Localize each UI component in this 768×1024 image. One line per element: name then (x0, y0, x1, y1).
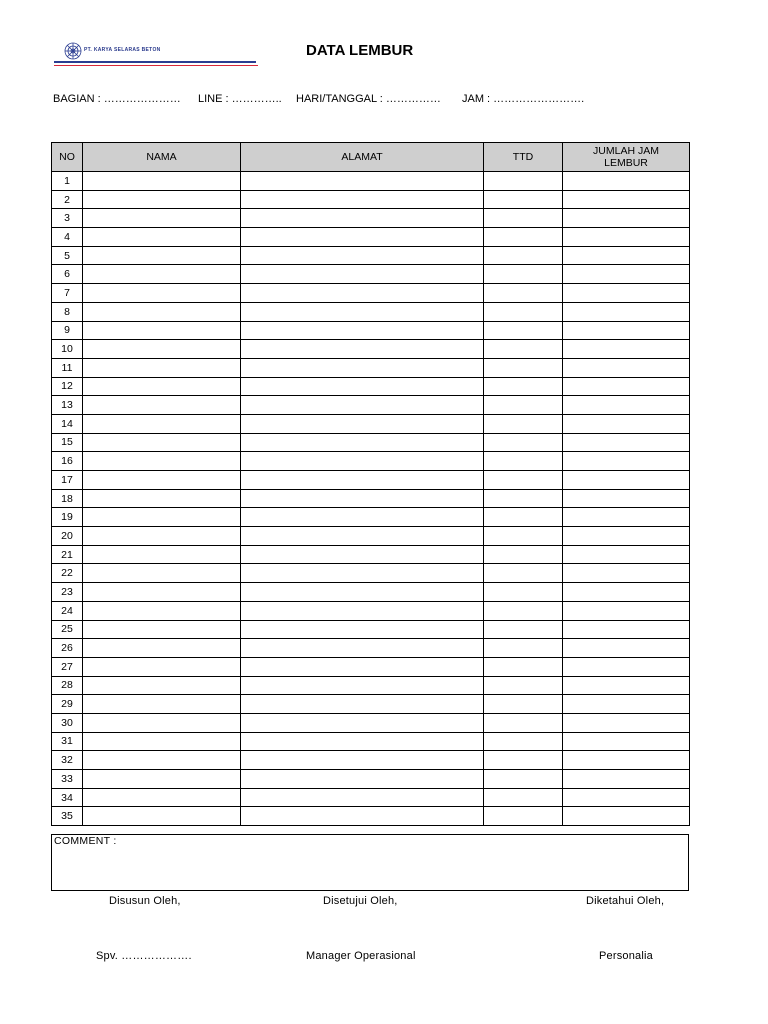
table-row (52, 527, 690, 546)
row-no: 5 (52, 246, 83, 265)
row-no: 4 (52, 228, 83, 247)
row-no: 30 (52, 713, 83, 732)
row-nama-cell[interactable] (83, 471, 241, 490)
row-jumlah-jam-cell[interactable] (563, 713, 690, 732)
row-no: 18 (52, 489, 83, 508)
row-jumlah-jam-cell[interactable] (563, 732, 690, 751)
row-jumlah-jam-cell[interactable] (563, 321, 690, 340)
row-no: 21 (52, 545, 83, 564)
spv-signature-line: Spv. ………………. (96, 950, 192, 962)
row-nama-cell[interactable] (83, 284, 241, 303)
row-no: 10 (52, 340, 83, 359)
row-alamat-cell[interactable] (241, 770, 484, 789)
row-alamat-cell[interactable] (241, 489, 484, 508)
row-ttd-cell[interactable] (484, 340, 563, 359)
table-row (52, 302, 690, 321)
row-jumlah-jam-cell[interactable] (563, 770, 690, 789)
row-jumlah-jam-cell[interactable] (563, 807, 690, 826)
row-alamat-cell[interactable] (241, 601, 484, 620)
table-row (52, 246, 690, 265)
table-row (52, 377, 690, 396)
row-ttd-cell[interactable] (484, 508, 563, 527)
row-no: 24 (52, 601, 83, 620)
row-jumlah-jam-cell[interactable] (563, 452, 690, 471)
table-row (52, 620, 690, 639)
row-jumlah-jam-cell[interactable] (563, 265, 690, 284)
hari-tanggal-field[interactable]: HARI/TANGGAL : …………… (296, 93, 441, 105)
row-jumlah-jam-cell[interactable] (563, 396, 690, 415)
row-alamat-cell[interactable] (241, 246, 484, 265)
row-jumlah-jam-cell[interactable] (563, 657, 690, 676)
row-nama-cell[interactable] (83, 676, 241, 695)
table-row (52, 657, 690, 676)
row-alamat-cell[interactable] (241, 676, 484, 695)
table-row (52, 508, 690, 527)
row-jumlah-jam-cell[interactable] (563, 471, 690, 490)
row-no: 33 (52, 770, 83, 789)
disusun-oleh-label: Disusun Oleh, (109, 895, 181, 907)
row-alamat-cell[interactable] (241, 358, 484, 377)
row-jumlah-jam-cell[interactable] (563, 676, 690, 695)
row-nama-cell[interactable] (83, 583, 241, 602)
row-no: 2 (52, 190, 83, 209)
row-jumlah-jam-cell[interactable] (563, 601, 690, 620)
row-no: 20 (52, 527, 83, 546)
row-jumlah-jam-cell[interactable] (563, 172, 690, 191)
row-no: 8 (52, 302, 83, 321)
comment-label: COMMENT : (54, 835, 117, 847)
row-alamat-cell[interactable] (241, 657, 484, 676)
row-no: 23 (52, 583, 83, 602)
row-ttd-cell[interactable] (484, 321, 563, 340)
row-alamat-cell[interactable] (241, 172, 484, 191)
table-row (52, 265, 690, 284)
row-jumlah-jam-cell[interactable] (563, 246, 690, 265)
row-nama-cell[interactable] (83, 265, 241, 284)
row-nama-cell[interactable] (83, 545, 241, 564)
row-nama-cell[interactable] (83, 508, 241, 527)
table-row (52, 713, 690, 732)
row-no: 29 (52, 695, 83, 714)
row-jumlah-jam-cell[interactable] (563, 377, 690, 396)
row-jumlah-jam-cell[interactable] (563, 340, 690, 359)
bagian-field[interactable]: BAGIAN : ………………… (53, 93, 181, 105)
row-no: 11 (52, 358, 83, 377)
row-alamat-cell[interactable] (241, 807, 484, 826)
row-alamat-cell[interactable] (241, 713, 484, 732)
row-no: 16 (52, 452, 83, 471)
row-nama-cell[interactable] (83, 695, 241, 714)
row-alamat-cell[interactable] (241, 620, 484, 639)
table-row (52, 452, 690, 471)
company-name: PT. KARYA SELARAS BETON (84, 47, 161, 53)
overtime-table (51, 142, 690, 826)
row-no: 31 (52, 732, 83, 751)
row-no: 3 (52, 209, 83, 228)
row-jumlah-jam-cell[interactable] (563, 788, 690, 807)
table-row (52, 676, 690, 695)
row-alamat-cell[interactable] (241, 788, 484, 807)
row-no: 34 (52, 788, 83, 807)
table-body (52, 172, 690, 826)
table-row (52, 639, 690, 658)
header-alamat: ALAMAT (241, 143, 484, 172)
table-row (52, 228, 690, 247)
row-jumlah-jam-cell[interactable] (563, 527, 690, 546)
disetujui-oleh-label: Disetujui Oleh, (323, 895, 398, 907)
row-nama-cell[interactable] (83, 414, 241, 433)
row-jumlah-jam-cell[interactable] (563, 508, 690, 527)
row-ttd-cell[interactable] (484, 601, 563, 620)
row-alamat-cell[interactable] (241, 751, 484, 770)
row-no: 9 (52, 321, 83, 340)
row-no: 15 (52, 433, 83, 452)
row-alamat-cell[interactable] (241, 414, 484, 433)
row-nama-cell[interactable] (83, 228, 241, 247)
row-ttd-cell[interactable] (484, 564, 563, 583)
row-jumlah-jam-cell[interactable] (563, 414, 690, 433)
table-row (52, 489, 690, 508)
row-no: 13 (52, 396, 83, 415)
row-nama-cell[interactable] (83, 340, 241, 359)
row-ttd-cell[interactable] (484, 471, 563, 490)
row-jumlah-jam-cell[interactable] (563, 228, 690, 247)
row-jumlah-jam-cell[interactable] (563, 545, 690, 564)
row-alamat-cell[interactable] (241, 452, 484, 471)
table-row (52, 807, 690, 826)
row-no: 12 (52, 377, 83, 396)
table-row (52, 583, 690, 602)
diketahui-oleh-label: Diketahui Oleh, (586, 895, 665, 907)
row-alamat-cell[interactable] (241, 284, 484, 303)
table-row (52, 172, 690, 191)
row-no: 27 (52, 657, 83, 676)
row-ttd-cell[interactable] (484, 695, 563, 714)
row-no: 17 (52, 471, 83, 490)
row-jumlah-jam-cell[interactable] (563, 209, 690, 228)
row-no: 6 (52, 265, 83, 284)
row-nama-cell[interactable] (83, 807, 241, 826)
row-ttd-cell[interactable] (484, 807, 563, 826)
row-alamat-cell[interactable] (241, 302, 484, 321)
row-ttd-cell[interactable] (484, 713, 563, 732)
row-nama-cell[interactable] (83, 770, 241, 789)
row-no: 7 (52, 284, 83, 303)
row-ttd-cell[interactable] (484, 172, 563, 191)
table-row (52, 433, 690, 452)
row-nama-cell[interactable] (83, 657, 241, 676)
table-row (52, 751, 690, 770)
row-jumlah-jam-cell[interactable] (563, 358, 690, 377)
row-jumlah-jam-cell[interactable] (563, 620, 690, 639)
row-jumlah-jam-cell[interactable] (563, 564, 690, 583)
row-ttd-cell[interactable] (484, 657, 563, 676)
row-nama-cell[interactable] (83, 321, 241, 340)
row-nama-cell[interactable] (83, 172, 241, 191)
comment-box[interactable] (51, 834, 689, 891)
header-no: NO (52, 143, 83, 172)
row-nama-cell[interactable] (83, 601, 241, 620)
row-alamat-cell[interactable] (241, 545, 484, 564)
table-row (52, 471, 690, 490)
row-nama-cell[interactable] (83, 788, 241, 807)
table-row (52, 190, 690, 209)
row-no: 22 (52, 564, 83, 583)
table-row (52, 321, 690, 340)
row-no: 1 (52, 172, 83, 191)
table-row (52, 396, 690, 415)
row-ttd-cell[interactable] (484, 583, 563, 602)
row-nama-cell[interactable] (83, 639, 241, 658)
row-ttd-cell[interactable] (484, 190, 563, 209)
row-alamat-cell[interactable] (241, 695, 484, 714)
row-nama-cell[interactable] (83, 377, 241, 396)
row-no: 25 (52, 620, 83, 639)
row-ttd-cell[interactable] (484, 302, 563, 321)
header-rule-red (54, 65, 258, 66)
table-row (52, 284, 690, 303)
row-alamat-cell[interactable] (241, 396, 484, 415)
row-nama-cell[interactable] (83, 527, 241, 546)
row-alamat-cell[interactable] (241, 228, 484, 247)
table-row (52, 545, 690, 564)
row-alamat-cell[interactable] (241, 732, 484, 751)
table-row (52, 601, 690, 620)
row-alamat-cell[interactable] (241, 321, 484, 340)
jam-field[interactable]: JAM : ……………………. (462, 93, 585, 105)
row-ttd-cell[interactable] (484, 284, 563, 303)
row-jumlah-jam-cell[interactable] (563, 695, 690, 714)
row-ttd-cell[interactable] (484, 246, 563, 265)
row-ttd-cell[interactable] (484, 676, 563, 695)
table-row (52, 358, 690, 377)
row-nama-cell[interactable] (83, 489, 241, 508)
row-nama-cell[interactable] (83, 620, 241, 639)
row-ttd-cell[interactable] (484, 545, 563, 564)
table-row (52, 770, 690, 789)
row-alamat-cell[interactable] (241, 209, 484, 228)
table-header-row (52, 143, 690, 172)
row-jumlah-jam-cell[interactable] (563, 639, 690, 658)
row-ttd-cell[interactable] (484, 527, 563, 546)
table-row (52, 209, 690, 228)
row-jumlah-jam-cell[interactable] (563, 302, 690, 321)
row-no: 14 (52, 414, 83, 433)
row-alamat-cell[interactable] (241, 583, 484, 602)
header-nama: NAMA (83, 143, 241, 172)
row-alamat-cell[interactable] (241, 190, 484, 209)
row-no: 32 (52, 751, 83, 770)
row-ttd-cell[interactable] (484, 639, 563, 658)
row-jumlah-jam-cell[interactable] (563, 190, 690, 209)
row-nama-cell[interactable] (83, 358, 241, 377)
row-no: 26 (52, 639, 83, 658)
table-row (52, 788, 690, 807)
line-field[interactable]: LINE : ………….. (198, 93, 282, 105)
row-ttd-cell[interactable] (484, 751, 563, 770)
row-nama-cell[interactable] (83, 302, 241, 321)
row-jumlah-jam-cell[interactable] (563, 751, 690, 770)
row-ttd-cell[interactable] (484, 489, 563, 508)
row-ttd-cell[interactable] (484, 209, 563, 228)
row-ttd-cell[interactable] (484, 788, 563, 807)
row-alamat-cell[interactable] (241, 639, 484, 658)
row-nama-cell[interactable] (83, 751, 241, 770)
row-ttd-cell[interactable] (484, 452, 563, 471)
row-alamat-cell[interactable] (241, 471, 484, 490)
manager-operasional-label: Manager Operasional (306, 950, 416, 962)
row-ttd-cell[interactable] (484, 396, 563, 415)
row-ttd-cell[interactable] (484, 358, 563, 377)
row-no: 35 (52, 807, 83, 826)
row-alamat-cell[interactable] (241, 508, 484, 527)
personalia-label: Personalia (599, 950, 653, 962)
header-rule-blue (54, 61, 256, 63)
row-nama-cell[interactable] (83, 190, 241, 209)
row-nama-cell[interactable] (83, 246, 241, 265)
table-row (52, 564, 690, 583)
row-jumlah-jam-cell[interactable] (563, 284, 690, 303)
row-alamat-cell[interactable] (241, 377, 484, 396)
row-alamat-cell[interactable] (241, 527, 484, 546)
row-nama-cell[interactable] (83, 433, 241, 452)
row-ttd-cell[interactable] (484, 433, 563, 452)
row-alamat-cell[interactable] (241, 340, 484, 359)
row-nama-cell[interactable] (83, 209, 241, 228)
header-ttd: TTD (484, 143, 563, 172)
row-jumlah-jam-cell[interactable] (563, 489, 690, 508)
header-jumlah-jam-lembur: JUMLAH JAM LEMBUR (563, 143, 690, 172)
table-row (52, 414, 690, 433)
row-ttd-cell[interactable] (484, 228, 563, 247)
row-alamat-cell[interactable] (241, 433, 484, 452)
row-nama-cell[interactable] (83, 564, 241, 583)
row-nama-cell[interactable] (83, 452, 241, 471)
row-jumlah-jam-cell[interactable] (563, 433, 690, 452)
table-row (52, 732, 690, 751)
row-ttd-cell[interactable] (484, 620, 563, 639)
row-alamat-cell[interactable] (241, 265, 484, 284)
row-nama-cell[interactable] (83, 732, 241, 751)
row-ttd-cell[interactable] (484, 414, 563, 433)
row-jumlah-jam-cell[interactable] (563, 583, 690, 602)
row-ttd-cell[interactable] (484, 377, 563, 396)
row-no: 28 (52, 676, 83, 695)
row-ttd-cell[interactable] (484, 732, 563, 751)
table-row (52, 695, 690, 714)
row-nama-cell[interactable] (83, 396, 241, 415)
row-no: 19 (52, 508, 83, 527)
table-row (52, 340, 690, 359)
row-ttd-cell[interactable] (484, 770, 563, 789)
row-alamat-cell[interactable] (241, 564, 484, 583)
row-nama-cell[interactable] (83, 713, 241, 732)
row-ttd-cell[interactable] (484, 265, 563, 284)
page-title: DATA LEMBUR (306, 42, 414, 59)
